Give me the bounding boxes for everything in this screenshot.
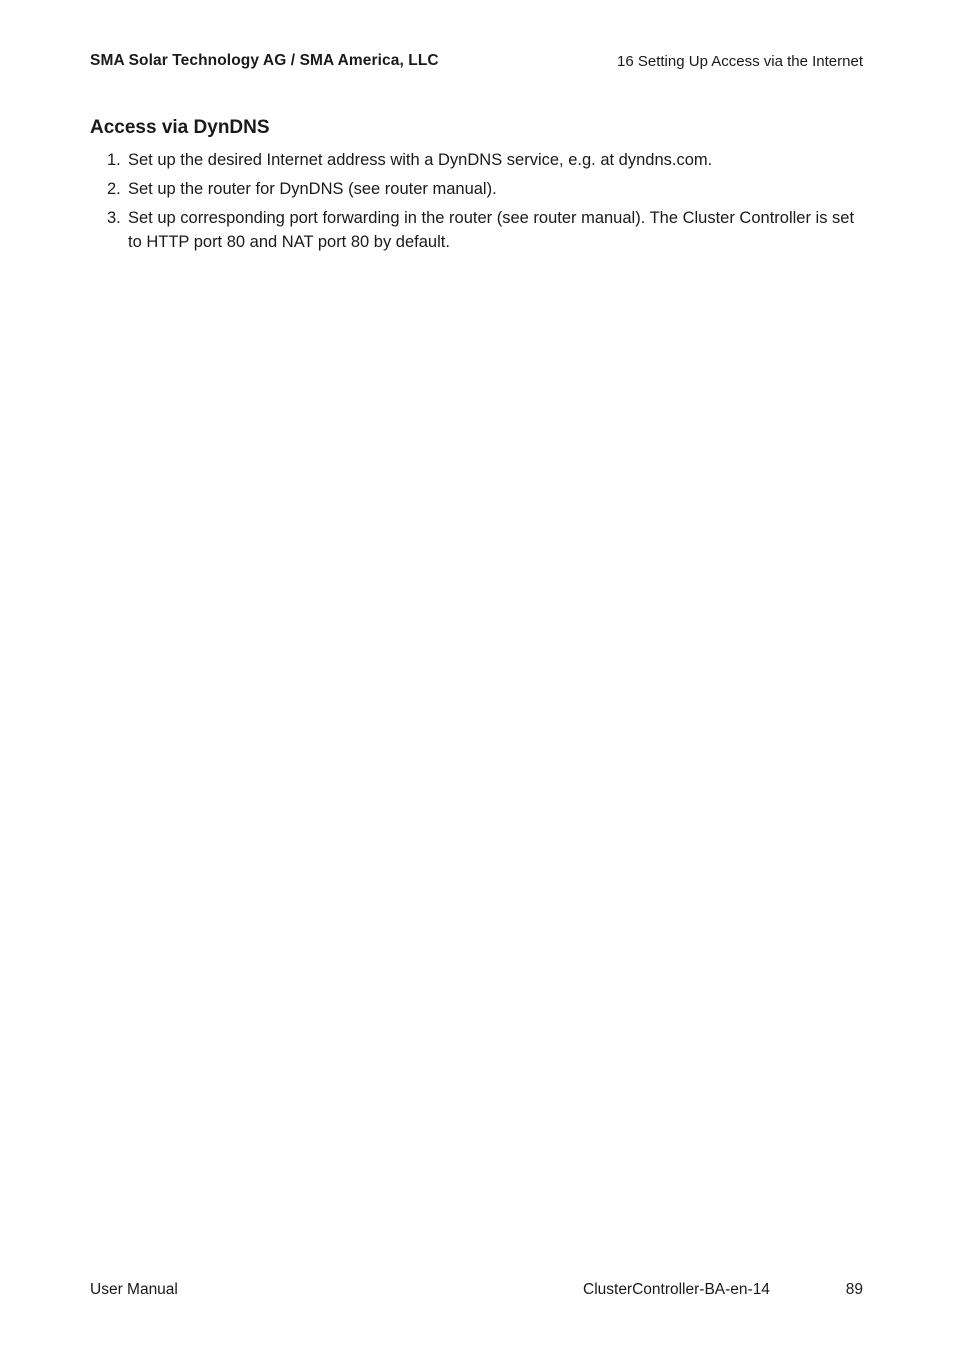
- step-text: Set up corresponding port forwarding in the router (see router manual). The Cluster Controller is set to HTTP port 80 and NAT port 80 by default.: [128, 209, 855, 251]
- page-number: 89: [845, 1281, 863, 1298]
- header-chapter: 16 Setting Up Access via the Internet: [617, 53, 863, 70]
- steps-list: [90, 148, 865, 259]
- footer-manual-type: User Manual: [90, 1281, 178, 1298]
- step-number: 1.: [107, 151, 121, 169]
- step-number: 3.: [107, 209, 121, 227]
- list-item: [90, 177, 865, 201]
- step-number: 2.: [107, 180, 121, 198]
- list-item: [90, 206, 865, 254]
- list-item: [90, 148, 865, 172]
- footer-document-id: ClusterController-BA-en-14: [583, 1281, 770, 1298]
- step-text: Set up the desired Internet address with a DynDNS service, e.g. at dyndns.com.: [128, 151, 713, 169]
- section-title: Access via DynDNS: [90, 117, 270, 138]
- header-company: SMA Solar Technology AG / SMA America, LLC: [90, 52, 439, 69]
- step-text: Set up the router for DynDNS (see router manual).: [128, 180, 497, 198]
